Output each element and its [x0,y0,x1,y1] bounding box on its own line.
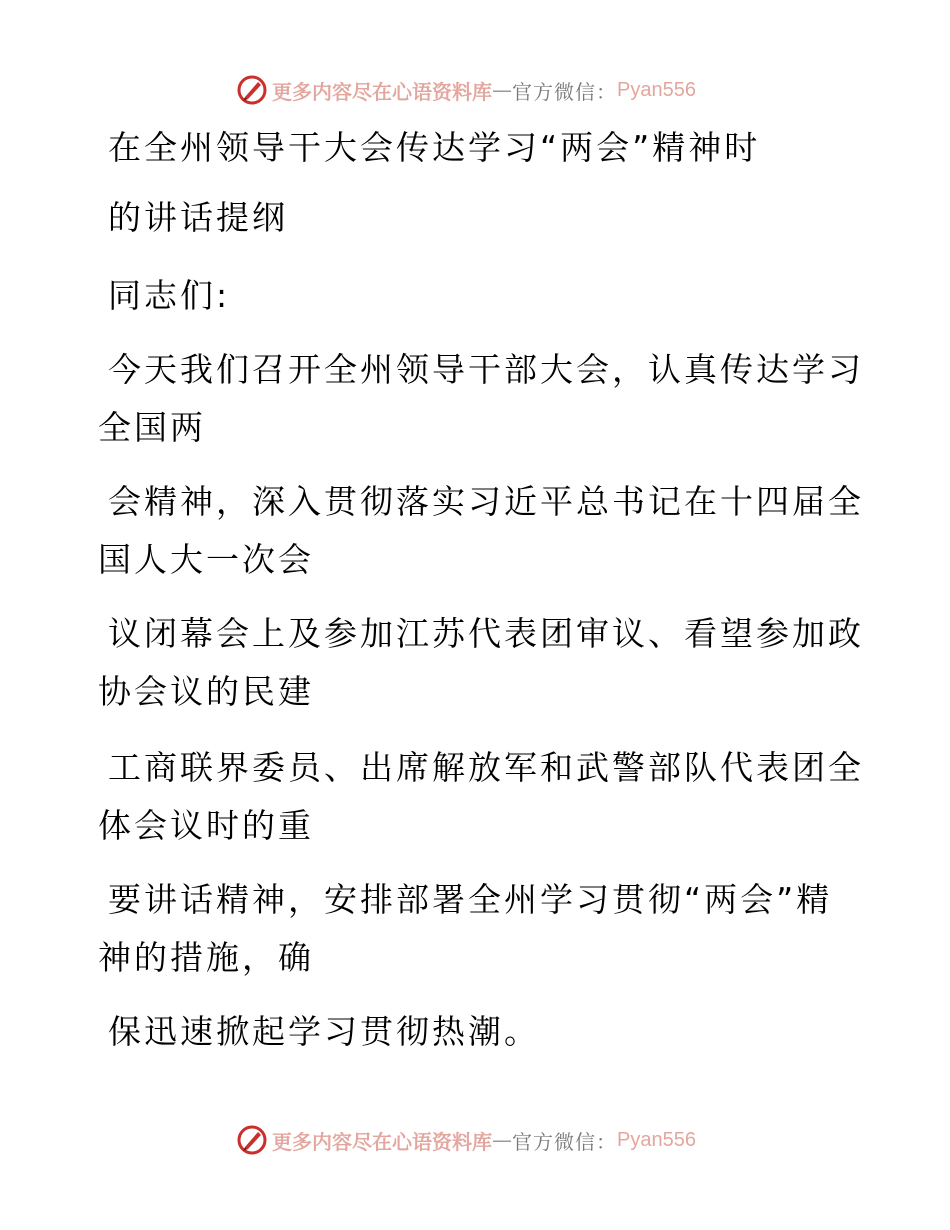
paragraph-line: 体会议时的重 [98,806,314,845]
watermark-id: Pyan556 [617,1128,696,1151]
watermark-dash: — [492,78,512,102]
document-title-line-2: 的讲话提纲 [108,198,288,237]
pen-circle-logo-icon [236,74,268,106]
watermark-id: Pyan556 [617,78,696,101]
paragraph-line: 协会议的民建 [98,672,314,711]
salutation: 同志们: [108,276,231,315]
paragraph-line: 要讲话精神，安排部署全州学习贯彻“两会”精 [108,880,833,919]
watermark-label: 官方微信： [512,79,617,104]
watermark-label: 官方微信： [512,1129,617,1154]
watermark-brand: 更多内容尽在心语资料库 [272,1129,492,1154]
document-title-line-1: 在全州领导干大会传达学习“两会”精神时 [108,128,761,167]
watermark-brand: 更多内容尽在心语资料库 [272,79,492,104]
paragraph-line: 全国两 [98,408,206,447]
paragraph-line: 神的措施，确 [98,938,314,977]
paragraph-line: 保迅速掀起学习贯彻热潮。 [108,1012,540,1051]
paragraph-line: 今天我们召开全州领导干部大会，认真传达学习 [108,350,864,389]
paragraph-line: 议闭幕会上及参加江苏代表团审议、看望参加政 [108,614,864,653]
footer-watermark [236,1122,696,1158]
pen-circle-logo-icon [236,1124,268,1156]
paragraph-line: 国人大一次会 [98,540,314,579]
header-watermark [236,72,696,108]
paragraph-line: 会精神，深入贯彻落实习近平总书记在十四届全 [108,482,864,521]
watermark-dash: — [492,1128,512,1152]
paragraph-line: 工商联界委员、出席解放军和武警部队代表团全 [108,748,864,787]
